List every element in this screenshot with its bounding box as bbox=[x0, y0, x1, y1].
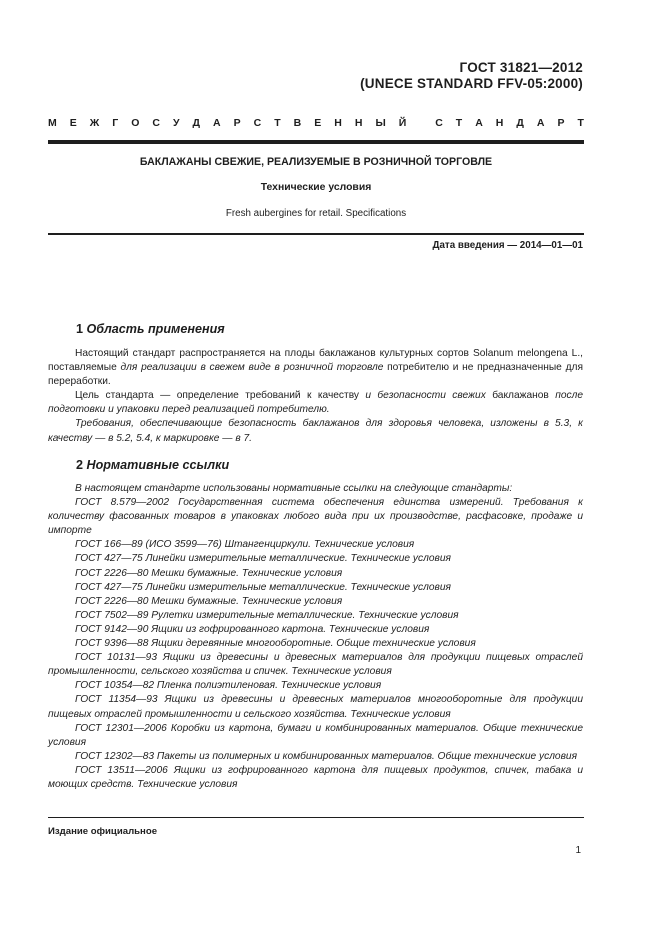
reference-item: ГОСТ 2226—80 Мешки бумажные. Технические условия bbox=[75, 595, 343, 607]
label-letter: Р bbox=[233, 117, 241, 129]
label-letter: Т bbox=[274, 117, 281, 129]
label-letter: У bbox=[172, 117, 180, 129]
document-subtitle: Технические условия bbox=[260, 182, 372, 193]
label-letter: Н bbox=[495, 117, 504, 129]
reference-item: ГОСТ 7502—89 Рулетки измерительные металлические. Технические условия bbox=[75, 609, 459, 621]
english-title: Fresh aubergines for retail. Specifications bbox=[225, 208, 407, 219]
interstate-standard-label bbox=[48, 117, 584, 129]
label-letter: Е bbox=[69, 117, 77, 129]
safety-paragraph: Требования, обеспечивающие безопасность баклажанов для здоровья человека, изложены в 5.3, к качеству — в 5.2, 5.4, к маркировке — в 7. bbox=[48, 418, 583, 444]
official-edition-label: Издание официальное bbox=[48, 826, 158, 837]
section-2-title: Нормативные ссылки bbox=[86, 458, 230, 472]
label-letter: Т bbox=[577, 117, 584, 129]
label-letter: Н bbox=[334, 117, 342, 129]
label-letter: Ж bbox=[89, 117, 100, 129]
thin-divider bbox=[48, 233, 584, 235]
label-letter: А bbox=[536, 117, 545, 129]
label-letter: С bbox=[152, 117, 160, 129]
label-letter: М bbox=[48, 117, 57, 129]
reference-item: ГОСТ 12301—2006 Коробки из картона, бумаги и комбинированных материалов. Общие технические условия bbox=[48, 722, 583, 748]
label-letter: С bbox=[435, 117, 443, 129]
reference-item: ГОСТ 12302—83 Пакеты из полимерных и комбинированных материалов. Общие технические условия bbox=[75, 750, 578, 762]
section-2-number: 2 bbox=[76, 458, 84, 472]
reference-item: ГОСТ 10131—93 Ящики из древесины и древесных материалов для продукции пищевых отраслей промышленности, сельского хозяйства и спичек. Технические условия bbox=[48, 652, 583, 678]
label-letter bbox=[419, 117, 422, 129]
label-letter: Е bbox=[314, 117, 322, 129]
label-letter: В bbox=[293, 117, 302, 129]
reference-item: ГОСТ 2226—80 Мешки бумажные. Технические условия bbox=[75, 567, 343, 579]
reference-item: ГОСТ 13511—2006 Ящики из гофрированного картона для пищевых продуктов, спичек, табака и моющих средств. Технические условия bbox=[48, 764, 583, 790]
introduction-date: Дата введения — 2014—01—01 bbox=[432, 240, 583, 251]
section-1-body bbox=[48, 347, 583, 446]
scope-paragraph: Настоящий стандарт распространяется на плоды баклажанов культурных сортов Solanum melongena L., поставляемые для реализации в свежем виде в розничной торговле потребителю и не предназначенные для переработки. bbox=[48, 348, 583, 388]
page-number: 1 bbox=[575, 845, 581, 856]
footer-divider bbox=[48, 817, 584, 818]
reference-item: ГОСТ 427—75 Линейки измерительные металлические. Технические условия bbox=[75, 581, 451, 593]
label-letter: Г bbox=[112, 117, 119, 129]
label-letter: Р bbox=[557, 117, 565, 129]
reference-item: ГОСТ 8.579—2002 Государственная система обеспечения единства измерений. Требования к количеству фасованных товаров в упаковках любого вида при их производстве, расфасовке, продаже и импорте bbox=[48, 497, 583, 537]
references-intro: В настоящем стандарте использованы нормативные ссылки на следующие стандарты: bbox=[75, 483, 513, 494]
label-letter: Д bbox=[192, 117, 201, 129]
label-letter: Д bbox=[516, 117, 524, 129]
gost-number: ГОСТ 31821—2012 bbox=[459, 60, 583, 75]
purpose-paragraph: Цель стандарта — определение требований к качеству и безопасности свежих баклажанов после подготовки и упаковки перед реализацией потребителю. bbox=[48, 390, 583, 416]
label-letter: Й bbox=[398, 117, 407, 129]
label-letter: Ы bbox=[375, 117, 386, 129]
reference-item: ГОСТ 166—89 (ИСО 3599—76) Штангенциркули. Технические условия bbox=[75, 539, 415, 551]
label-letter: Т bbox=[455, 117, 463, 129]
section-2-body bbox=[48, 482, 583, 792]
section-1-heading bbox=[76, 322, 225, 336]
label-letter: Н bbox=[354, 117, 363, 129]
reference-item: ГОСТ 11354—93 Ящики из древесины и древесных материалов многооборотные для продукции пищевых отраслей промышленности и сельского хозяйства. Технические условия bbox=[48, 694, 583, 720]
unece-reference: (UNECE STANDARD FFV-05:2000) bbox=[360, 76, 583, 91]
section-2-heading bbox=[76, 458, 229, 472]
section-1-number: 1 bbox=[76, 322, 84, 336]
label-letter: О bbox=[131, 117, 140, 129]
section-1-title: Область применения bbox=[86, 322, 225, 336]
reference-item: ГОСТ 9142—90 Ящики из гофрированного картона. Технические условия bbox=[75, 623, 430, 635]
thick-divider bbox=[48, 140, 584, 144]
reference-item: ГОСТ 10354—82 Пленка полиэтиленовая. Технические условия bbox=[75, 680, 382, 692]
label-letter: С bbox=[253, 117, 262, 129]
label-letter: А bbox=[475, 117, 483, 129]
reference-item: ГОСТ 9396—88 Ящики деревянные многооборотные. Общие технические условия bbox=[75, 638, 476, 650]
reference-item: ГОСТ 427—75 Линейки измерительные металлические. Технические условия bbox=[75, 553, 451, 565]
document-title: БАКЛАЖАНЫ СВЕЖИЕ, РЕАЛИЗУЕМЫЕ В РОЗНИЧНОЙ ТОРГОВЛЕ bbox=[139, 156, 493, 168]
label-letter: А bbox=[213, 117, 221, 129]
